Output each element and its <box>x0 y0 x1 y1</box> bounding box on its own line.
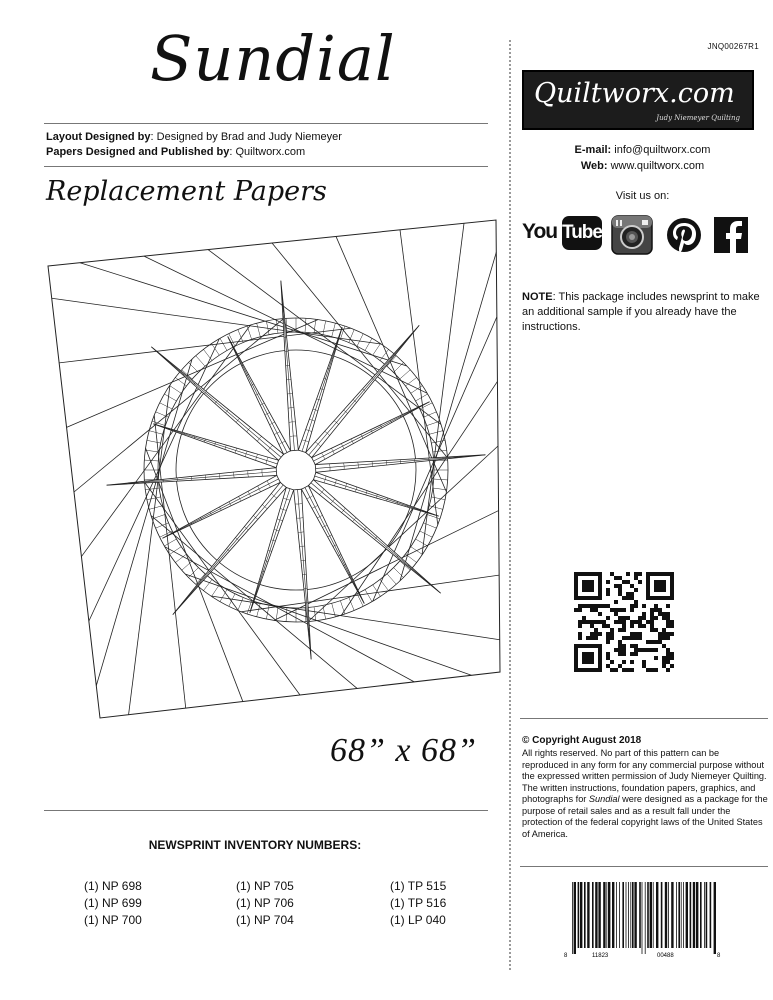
pattern-code: JNQ00267R1 <box>707 42 759 51</box>
column-divider <box>509 40 511 970</box>
copyright-rule <box>520 718 768 719</box>
barcode-digit: 8 <box>717 953 721 959</box>
youtube-tube-text: Tube <box>562 216 602 250</box>
inventory-column-1 <box>84 878 142 929</box>
copyright-text: All rights reserved. No part of this pattern can be reproduced in any form for any commercial purpose without the expressed written permission of Judy Niemeyer Quilting. The written instructions, foundation papers, graphics, and photographs for Sundial were designed as a package for the purpose of retail sales and as a result fall under the protection of the federal copyright laws of the United States of America. <box>522 748 768 839</box>
inventory-item: (1) NP 705 <box>236 879 294 893</box>
qr-code[interactable] <box>574 572 674 672</box>
inventory-column-2 <box>236 878 294 929</box>
visit-label: Visit us on: <box>615 190 670 202</box>
inventory-item: (1) LP 040 <box>390 913 446 927</box>
barcode-digit: 11823 <box>592 953 609 959</box>
barcode-rule <box>520 866 768 867</box>
inventory-item: (1) NP 706 <box>236 896 294 910</box>
credits <box>46 130 342 160</box>
credits-rule <box>44 166 488 167</box>
inventory-item: (1) TP 516 <box>390 896 447 910</box>
logo-text: Quiltworx.com <box>534 78 735 109</box>
youtube-you-text: You <box>522 220 558 243</box>
web-line[interactable]: Web: www.quiltworx.com <box>580 160 705 172</box>
instagram-icon[interactable] <box>610 214 654 256</box>
subtitle: Replacement Papers <box>46 176 327 207</box>
pattern-title: Sundial <box>150 22 396 95</box>
inventory-item: (1) NP 700 <box>84 913 142 927</box>
title-rule <box>44 123 488 124</box>
inventory-column-3 <box>390 878 446 929</box>
email-line[interactable]: E-mail: info@quiltworx.com <box>574 144 711 156</box>
inventory-item: (1) NP 704 <box>236 913 294 927</box>
barcode-digit: 00488 <box>657 953 674 959</box>
copyright-title: © Copyright August 2018 <box>522 735 642 746</box>
youtube-icon[interactable] <box>522 214 602 256</box>
inventory-title: NEWSPRINT INVENTORY NUMBERS: <box>148 838 362 852</box>
logo-subtext: Judy Niemeyer Quilting <box>656 114 740 122</box>
pinterest-icon[interactable] <box>665 214 703 256</box>
quilt-size: 68” x 68” <box>330 732 477 769</box>
barcode-digit: 8 <box>564 953 568 959</box>
upc-barcode <box>562 882 724 960</box>
papers-credit: Papers Designed and Published by: Quiltworx.com <box>46 146 306 158</box>
facebook-icon[interactable] <box>712 214 750 256</box>
contact-info <box>512 142 773 174</box>
inventory-item: (1) NP 699 <box>84 896 142 910</box>
package-note: NOTE: This package includes newsprint to make an additional sample if you already have the instructions. <box>522 291 760 333</box>
quilt-diagram <box>44 218 504 723</box>
quiltworx-logo[interactable] <box>522 70 754 130</box>
size-rule <box>44 810 488 811</box>
inventory-item: (1) NP 698 <box>84 879 142 893</box>
layout-credit: Layout Designed by: Designed by Brad and Judy Niemeyer <box>46 131 342 143</box>
right-sidebar <box>512 0 773 1000</box>
inventory-item: (1) TP 515 <box>390 879 447 893</box>
